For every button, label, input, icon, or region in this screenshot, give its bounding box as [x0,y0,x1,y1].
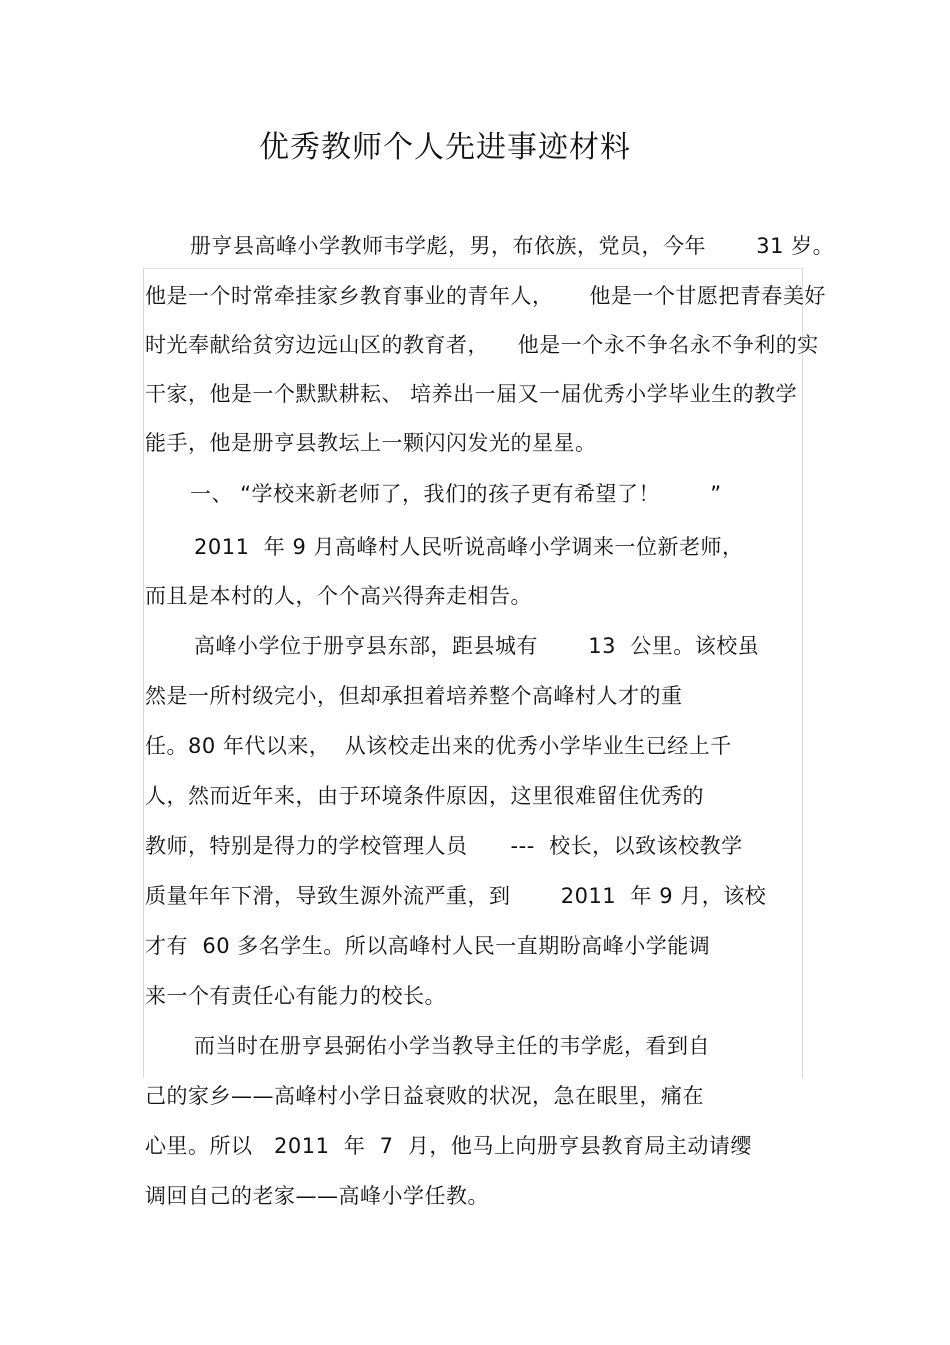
section-heading: 一、 “学校来新老师了，我们的孩子更有希望了！ ” [190,482,722,506]
paragraph-line: 己的家乡——高峰村小学日益衰败的状况，急在眼里，痛在 [145,1084,704,1108]
document-title: 优秀教师个人先进事迹材料 [259,130,631,165]
paragraph-line: 干家，他是一个默默耕耘、 培养出一届又一届优秀小学毕业生的教学 [145,382,798,406]
paragraph-line: 心里。所以 2011 年 7 月，他马上向册亨县教育局主动请缨 [145,1134,752,1158]
paragraph-line: 而当时在册亨县弼佑小学当教导主任的韦学彪，看到自 [194,1034,710,1058]
paragraph-line: 册亨县高峰小学教师韦学彪，男，布依族，党员，今年 31 岁。 [190,234,835,258]
paragraph-line: 人，然而近年来，由于环境条件原因，这里很难留住优秀的 [145,784,704,808]
paragraph-line: 高峰小学位于册亨县东部，距县城有 13 公里。该校虽 [194,634,760,658]
paragraph-line: 调回自己的老家——高峰小学任教。 [145,1184,489,1208]
paragraph-line: 才有 60 多名学生。所以高峰村人民一直期盼高峰小学能调 [145,934,711,958]
paragraph-line: 2011 年 9 月高峰村人民听说高峰小学调来一位新老师， [194,535,744,559]
paragraph-line: 任。80 年代以来， 从该校走出来的优秀小学毕业生已经上千 [145,734,732,758]
paragraph-line: 时光奉献给贫穷边远山区的教育者， 他是一个永不争名永不争利的实 [145,333,819,357]
paragraph-line: 能手，他是册亨县教坛上一颗闪闪发光的星星。 [145,431,597,455]
paragraph-line: 然是一所村级完小，但却承担着培养整个高峰村人才的重 [145,684,683,708]
paragraph-line: 教师，特别是得力的学校管理人员 --- 校长，以致该校教学 [145,834,743,858]
paragraph-line: 他是一个时常牵挂家乡教育事业的青年人， 他是一个甘愿把青春美好 [145,284,826,308]
paragraph-line: 来一个有责任心有能力的校长。 [145,984,446,1008]
paragraph-line: 质量年年下滑，导致生源外流严重，到 2011 年 9 月，该校 [145,884,767,908]
paragraph-line: 而且是本村的人，个个高兴得奔走相告。 [145,584,532,608]
